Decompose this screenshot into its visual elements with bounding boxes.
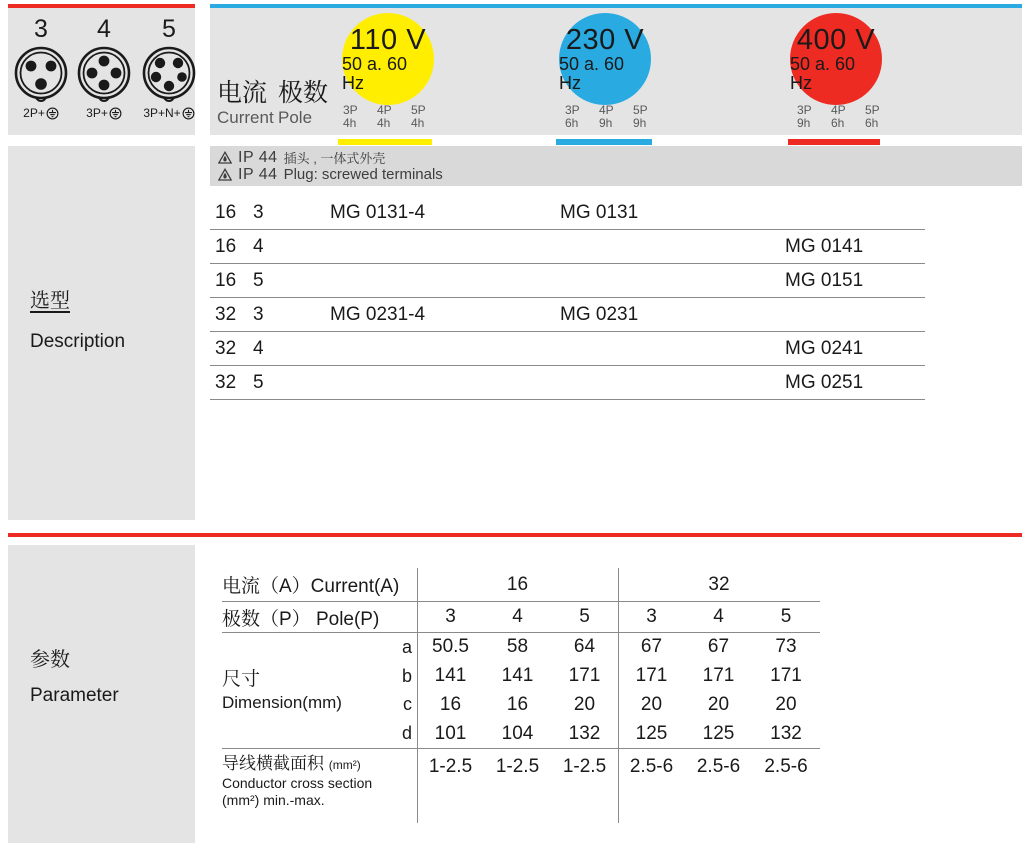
connector-panel xyxy=(8,4,195,135)
cell-part-400v: MG 0251 xyxy=(785,371,864,393)
current-group-16: 16 xyxy=(506,573,529,595)
connector-label xyxy=(139,106,199,120)
cell-pole: 4 xyxy=(253,235,264,257)
section-title-en: Parameter xyxy=(30,685,119,706)
parameter-table xyxy=(222,568,820,824)
dim-cell: 132 xyxy=(568,722,601,744)
splash-proof-icon xyxy=(218,151,232,164)
voltage-value: 110 V xyxy=(349,24,427,56)
pole-label-zh: 极数 xyxy=(278,79,329,107)
dim-cell: 141 xyxy=(501,665,534,687)
dim-cell: 16 xyxy=(439,693,462,715)
voltage-header-panel xyxy=(210,4,1022,135)
pole-hour-cell: 5P 4h xyxy=(411,103,426,130)
dimension-rows xyxy=(222,633,820,749)
pole-row-label: 极数（P） Pole(P) xyxy=(222,608,380,630)
current-row-label: 电流（A）Current(A) xyxy=(222,576,400,597)
table-row xyxy=(210,264,925,298)
dim-cell: 125 xyxy=(635,722,668,744)
dimension-label-en: Dimension(mm) xyxy=(222,692,342,712)
dim-cell: 125 xyxy=(702,722,735,744)
pole-cell: 4 xyxy=(713,606,724,627)
column-bar-400v xyxy=(788,139,880,145)
table-row xyxy=(210,298,925,332)
voltage-frequency: 50 a. 60 Hz xyxy=(342,54,408,93)
earth-icon xyxy=(46,107,59,120)
voltage-badge-110v xyxy=(342,13,434,105)
current-label-zh: 电流 xyxy=(217,79,268,107)
dim-cell: 171 xyxy=(702,665,735,687)
ip-description-en: Plug: screwed terminals xyxy=(283,166,443,183)
conductor-cell: 2.5-6 xyxy=(764,756,808,777)
current-row xyxy=(222,568,820,602)
pole-cell: 4 xyxy=(512,606,523,627)
current-header xyxy=(217,80,274,127)
conductor-cell: 1-2.5 xyxy=(428,756,473,777)
dim-cell: 171 xyxy=(635,665,668,687)
ip-line-en xyxy=(218,166,1022,183)
dim-cell: 20 xyxy=(640,693,663,715)
column-bar-110v xyxy=(338,139,432,145)
dimension-label-zh: 尺寸 xyxy=(222,668,261,690)
section-title-zh: 参数 xyxy=(30,649,70,671)
conductor-label-en1: Conductor cross section xyxy=(222,775,373,791)
voltage-badge-400v xyxy=(790,13,882,105)
conductor-cell: 2.5-6 xyxy=(696,756,741,777)
ip-rating-value: IP 44 xyxy=(238,148,278,166)
connector-3pin xyxy=(11,8,71,120)
dim-cell: 67 xyxy=(640,636,663,658)
table-vertical-rule xyxy=(618,568,619,823)
connector-pole-count: 3 xyxy=(34,15,48,43)
cell-pole: 3 xyxy=(253,201,264,223)
pole-hour-cell: 5P 9h xyxy=(633,103,648,130)
dim-cell: 20 xyxy=(707,693,730,715)
connector-pole-count: 5 xyxy=(162,15,176,43)
current-label-en: Current xyxy=(217,108,274,127)
cell-pole: 5 xyxy=(253,269,264,291)
pole-cell: 5 xyxy=(579,606,590,627)
dim-cell: 171 xyxy=(568,665,601,687)
cell-part-230v: MG 0131 xyxy=(560,201,639,223)
table-row xyxy=(210,230,925,264)
connector-4pin xyxy=(74,8,134,120)
part-number-table xyxy=(210,196,925,400)
dim-cell: 67 xyxy=(707,636,730,658)
connector-label-text: 2P+ xyxy=(23,106,45,120)
conductor-cell: 2.5-6 xyxy=(629,756,674,777)
pole-cell: 5 xyxy=(780,606,792,627)
conductor-cell: 1-2.5 xyxy=(495,756,540,777)
dim-cell: 20 xyxy=(573,693,596,715)
pole-hour-cell: 3P 6h xyxy=(565,103,580,130)
voltage-value: 230 V xyxy=(565,24,645,56)
voltage-badge-230v xyxy=(559,13,651,105)
pole-label-en: Pole xyxy=(278,108,313,127)
connector-5pin-icon xyxy=(141,45,197,103)
pole-hour-cell: 4P 4h xyxy=(377,103,392,130)
table-row xyxy=(210,332,925,366)
ip-description-zh: 插头 , 一体式外壳 xyxy=(283,151,386,166)
dim-key-d: d xyxy=(401,723,412,744)
dim-key-b: b xyxy=(401,665,412,686)
table-row xyxy=(210,196,925,230)
pole-hours-110v xyxy=(343,104,445,130)
current-group-32: 32 xyxy=(708,573,730,595)
dim-cell: 104 xyxy=(501,722,534,744)
cell-part-400v: MG 0141 xyxy=(785,235,864,257)
dim-cell: 20 xyxy=(775,693,797,715)
voltage-value: 400 V xyxy=(796,24,876,56)
pole-hour-cell: 4P 6h xyxy=(831,103,846,130)
cell-pole: 5 xyxy=(253,371,264,393)
table-vertical-rule xyxy=(417,568,418,823)
pole-row xyxy=(222,602,820,633)
dim-key-c: c xyxy=(403,694,412,715)
pole-header xyxy=(278,80,328,127)
pole-hour-cell: 4P 9h xyxy=(599,103,614,130)
pole-hours-230v xyxy=(565,104,667,130)
connector-label-text: 3P+N+ xyxy=(143,106,181,120)
dim-cell: 50.5 xyxy=(432,636,469,658)
earth-icon xyxy=(109,107,122,120)
earth-icon xyxy=(182,107,195,120)
red-divider xyxy=(8,533,1022,537)
conductor-label-en2: (mm²) min.-max. xyxy=(222,792,325,808)
cell-pole: 3 xyxy=(253,303,264,325)
ip-rating-value: IP 44 xyxy=(238,165,278,183)
dimension-label xyxy=(222,668,397,714)
section-title-en: Description xyxy=(30,331,126,352)
connector-5pin xyxy=(139,8,199,120)
connector-label-text: 3P+ xyxy=(86,106,108,120)
cell-part-230v: MG 0231 xyxy=(560,303,639,325)
connector-3pin-icon xyxy=(13,45,69,103)
pole-hours-400v xyxy=(797,104,899,130)
connector-label xyxy=(11,106,71,120)
connector-pole-count: 4 xyxy=(97,15,111,43)
parameter-sidebar xyxy=(8,545,195,843)
conductor-label-unit: (mm²) xyxy=(328,758,361,772)
pole-hour-cell: 3P 4h xyxy=(343,103,358,130)
cell-current: 16 xyxy=(215,201,237,223)
conductor-cell: 1-2.5 xyxy=(562,756,607,777)
description-sidebar xyxy=(8,146,195,520)
table-row xyxy=(210,366,925,400)
cell-current: 32 xyxy=(215,337,237,359)
cell-part-400v: MG 0241 xyxy=(785,337,864,359)
cell-current: 32 xyxy=(215,303,237,325)
dim-cell: 141 xyxy=(434,665,467,687)
dim-cell: 64 xyxy=(573,636,596,658)
splash-proof-icon xyxy=(218,168,232,181)
section-title-zh: 选型 xyxy=(30,290,70,312)
dim-cell: 132 xyxy=(770,722,802,744)
dim-cell: 171 xyxy=(770,665,802,687)
dim-cell: 16 xyxy=(506,693,529,715)
cell-pole: 4 xyxy=(253,337,264,359)
connector-4pin-icon xyxy=(76,45,132,103)
cell-current: 32 xyxy=(215,371,237,393)
dim-key-a: a xyxy=(401,636,412,657)
voltage-frequency: 50 a. 60 Hz xyxy=(790,54,856,93)
conductor-row xyxy=(222,749,820,824)
pole-hour-cell: 3P 9h xyxy=(797,103,812,130)
ip-rating-banner xyxy=(210,146,1022,186)
pole-cell: 3 xyxy=(646,606,657,627)
ip-line-zh xyxy=(218,149,1022,166)
pole-cell: 3 xyxy=(445,606,456,627)
connector-label xyxy=(74,106,134,120)
cell-part-400v: MG 0151 xyxy=(785,269,864,291)
voltage-frequency: 50 a. 60 Hz xyxy=(559,54,625,93)
cell-current: 16 xyxy=(215,269,237,291)
pole-hour-cell: 5P 6h xyxy=(865,103,880,130)
cell-part-110v: MG 0131-4 xyxy=(330,201,426,223)
cell-part-110v: MG 0231-4 xyxy=(330,303,426,325)
dim-cell: 101 xyxy=(434,722,467,744)
conductor-label xyxy=(222,749,417,809)
column-bar-230v xyxy=(556,139,652,145)
dim-cell: 58 xyxy=(506,636,529,658)
cell-current: 16 xyxy=(215,235,237,257)
conductor-label-zh: 导线横截面积 xyxy=(222,754,324,773)
dim-cell: 73 xyxy=(775,636,797,658)
